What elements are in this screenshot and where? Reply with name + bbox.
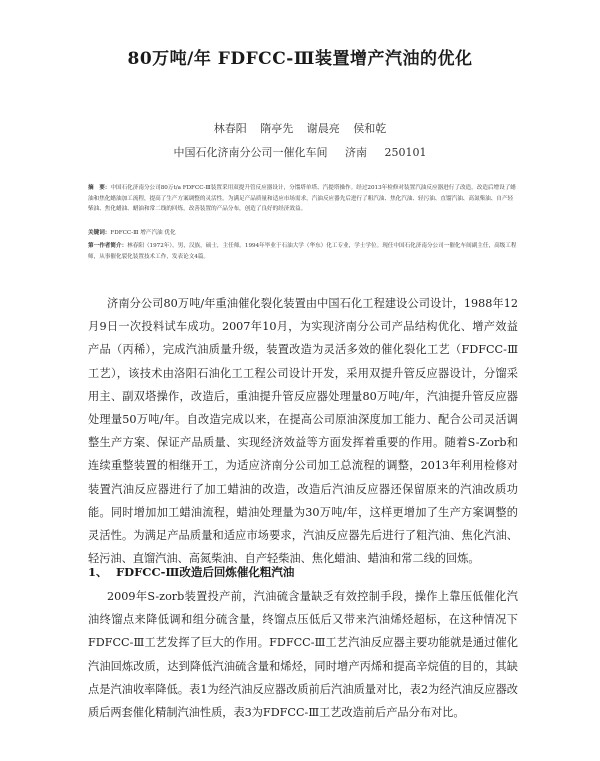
author-list: 林春阳 隋亭先 谢晨亮 侯和乾 [213, 122, 387, 135]
body-paragraph-1: 济南分公司80万吨/年重油催化裂化装置由中国石化工程建设公司设计，1988年12月9日一次投料试车成功。2007年10月，为实现济南分公司产品结构优化、增产效益产品（丙稀），完成汽油质量升级，装置改造为灵活多效的催化裂化工艺（FDFCC-Ⅲ工艺），该技术由洛阳石油化工工程公司设计开发，采用双提升管反应器设计，分馏采用主、副双塔操作，改造后，重油提升管反应器处理量80万吨/年，汽油提升管反应器处理量50万吨/年。自改造完成以来，在提高公司原油深度加工能力、配合公司灵活调整生产方案、保证产品质量、实现经济效益等方面发挥着重要的作用。随着S-Zorb和连续重整装置的相继开工，为适应济南分公司加工总流程的调整，2013年利用检修对装置汽油反应器进行了加工蜡油的改造，改造后汽油反应器还保留原来的汽油改质功能。同时增加加工蜡油流程，蜡油处理量为30万吨/年，这样更增加了生产方案调整的灵活性。为满足产品质量和适应市场要求，汽油反应器先后进行了粗汽油、焦化汽油、轻污油、直馏汽油、高氮柴油、自产轻柴油、焦化蜡油、蜡油和常二线的回炼。 [88, 297, 518, 566]
affiliation-city: 济南 [345, 146, 367, 159]
section-title: FDFCC-Ⅲ改造后回炼催化粗汽油 [116, 565, 295, 579]
keywords-label: 关键词： [88, 230, 111, 236]
keywords-text: FDFCC-Ⅲ 增产汽油 优化 [110, 230, 176, 236]
keywords-block [88, 228, 518, 239]
affiliation-line [0, 144, 600, 160]
affiliation-org: 中国石化济南分公司一催化车间 [173, 146, 328, 159]
author-bio-block [88, 241, 518, 262]
abstract-block [88, 183, 518, 215]
abstract-label: 摘 要： [88, 185, 111, 191]
author-bio-text: 林春阳（1972年），男，汉族，硕士，主任师。1994年毕业于石油大学（华东）化工专业，学士学位。现任中国石化济南分公司一催化车间副主任，高级工程师，从事催化裂化装置技术工作，发表论文4篇。 [88, 243, 517, 260]
author-bio-label: 第一作者简介： [88, 243, 128, 249]
paper-title: 80万吨/年 FDFCC-Ⅲ装置增产汽油的优化 [127, 49, 473, 69]
section-number: 1、 [88, 565, 108, 579]
section-heading-1 [88, 564, 294, 580]
body-paragraph-2: 2009年S-zorb装置投产前，汽油硫含量缺乏有效控制手段，操作上靠压低催化汽油终馏点来降低调和组分硫含量，终馏点压低后又带来汽油烯烃超标，在这种情况下FDFCC-Ⅲ工艺发挥了巨大的作用。FDFCC-Ⅲ工艺汽油反应器主要功能就是通过催化汽油回炼改质，达到降低汽油硫含量和烯烃，同时增产丙烯和提高辛烷值的目的，其缺点是汽油收率降低。表1为经汽油反应器改质前后汽油质量对比，表2为经汽油反应器改质后两套催化精制汽油性质，表3为FDFCC-Ⅲ工艺改造前后产品分布对比。 [88, 590, 518, 720]
abstract-text: 中国石化济南分公司80万t/a FDFCC-Ⅲ装置采用双提升管反应器设计，分馏塔单塔、汽提塔操作。经过2013年检修对装置汽油反应器进行了改造，改造后增设了蜡油和焦化蜡油加工流程，提高了生产方案调整的灵活性。为满足产品质量和适应市场需求，汽油反应器先后进行了粗汽油、焦化汽油、轻污油、直馏汽油、高氮柴油、自产轻柴油、焦化蜡油、蜡油和常二线的回炼，改善装置的产品分布，创造了良好的经济效益。 [88, 185, 516, 213]
affiliation-postcode: 250101 [384, 146, 427, 159]
